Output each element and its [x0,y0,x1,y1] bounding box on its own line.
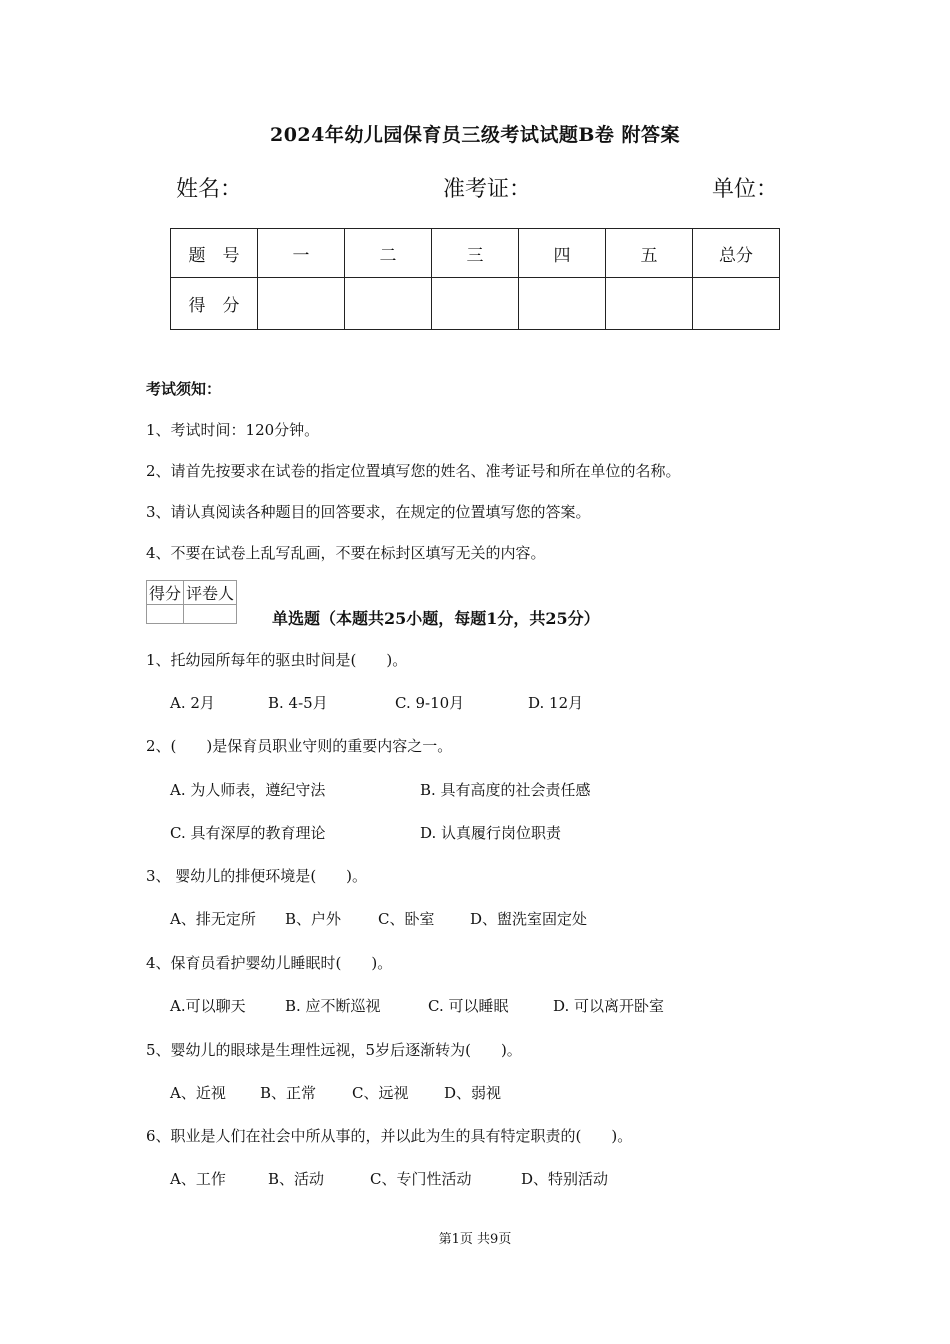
question-text: 2、( )是保育员职业守则的重要内容之一。 [146,737,453,755]
question-option: D. 认真履行岗位职责 [420,824,562,842]
score-table-score-row [171,278,780,330]
notice-item: 2、请首先按要求在试卷的指定位置填写您的姓名、准考证号和所在单位的名称。 [146,462,681,480]
score-table-cell: 五 [606,229,693,278]
score-table-cell: 二 [345,229,432,278]
score-entry-cell[interactable] [606,278,693,330]
question-option: C、卧室 [378,910,435,928]
question-text: 5、婴幼儿的眼球是生理性远视，5岁后逐渐转为( )。 [146,1041,522,1059]
score-entry-cell[interactable] [345,278,432,330]
page-footer: 第1页 共9页 [438,1232,512,1247]
grader-box [146,580,237,624]
question-option: B. 应不断巡视 [285,997,381,1015]
question-option: C. 具有深厚的教育理论 [170,824,326,842]
page-title: 2024年幼儿园保育员三级考试试题B卷 附答案 [269,124,681,146]
notice-item: 1、考试时间：120分钟。 [146,421,320,439]
score-entry-cell[interactable] [693,278,780,330]
score-entry-cell[interactable] [519,278,606,330]
question-option: D. 12月 [528,694,584,712]
grader-reviewer-entry[interactable] [184,605,237,624]
question-option: B、活动 [268,1170,325,1188]
question-option: C、远视 [352,1084,409,1102]
notice-heading: 考试须知： [146,380,222,398]
question-option: D、盥洗室固定处 [470,910,588,928]
score-table [170,228,780,330]
name-field-label: 姓名： [176,177,243,202]
score-table-header-row [171,229,780,278]
score-entry-cell[interactable] [432,278,519,330]
question-option: B、正常 [260,1084,317,1102]
notice-item: 4、不要在试卷上乱写乱画，不要在标封区填写无关的内容。 [146,544,546,562]
grader-reviewer-label: 评卷人 [184,581,237,605]
section-heading: 单选题（本题共25小题，每题1分，共25分） [272,609,600,628]
question-option: A、近视 [170,1084,226,1102]
unit-field-label: 单位： [712,177,779,202]
question-option: C. 可以睡眠 [428,997,509,1015]
question-option: C、专门性活动 [370,1170,472,1188]
question-option: D. 可以离开卧室 [553,997,665,1015]
question-option: C. 9-10月 [395,694,465,712]
question-option: A、排无定所 [170,910,256,928]
question-option: B、户外 [285,910,342,928]
score-table-cell: 总分 [693,229,780,278]
question-option: B. 具有高度的社会责任感 [420,781,591,799]
question-text: 4、保育员看护婴幼儿睡眠时( )。 [146,954,393,972]
question-option: A. 为人师表，遵纪守法 [170,781,326,799]
question-option: A、工作 [170,1170,226,1188]
question-text: 3、 婴幼儿的排便环境是( )。 [146,867,368,885]
grader-score-entry[interactable] [147,605,184,624]
score-table-cell: 三 [432,229,519,278]
score-table-cell: 得 分 [171,278,258,330]
question-option: B. 4-5月 [268,694,328,712]
score-entry-cell[interactable] [258,278,345,330]
question-text: 1、托幼园所每年的驱虫时间是( )。 [146,651,408,669]
question-option: D、弱视 [444,1084,502,1102]
exam-id-field-label: 准考证： [443,177,532,202]
question-option: A.可以聊天 [170,997,246,1015]
score-table-cell: 四 [519,229,606,278]
grader-score-label: 得分 [147,581,184,605]
notice-item: 3、请认真阅读各种题目的回答要求，在规定的位置填写您的答案。 [146,503,591,521]
question-text: 6、职业是人们在社会中所从事的，并以此为生的具有特定职责的( )。 [146,1127,633,1145]
score-table-cell: 一 [258,229,345,278]
question-option: D、特别活动 [521,1170,609,1188]
question-option: A. 2月 [170,694,215,712]
score-table-cell: 题 号 [171,229,258,278]
